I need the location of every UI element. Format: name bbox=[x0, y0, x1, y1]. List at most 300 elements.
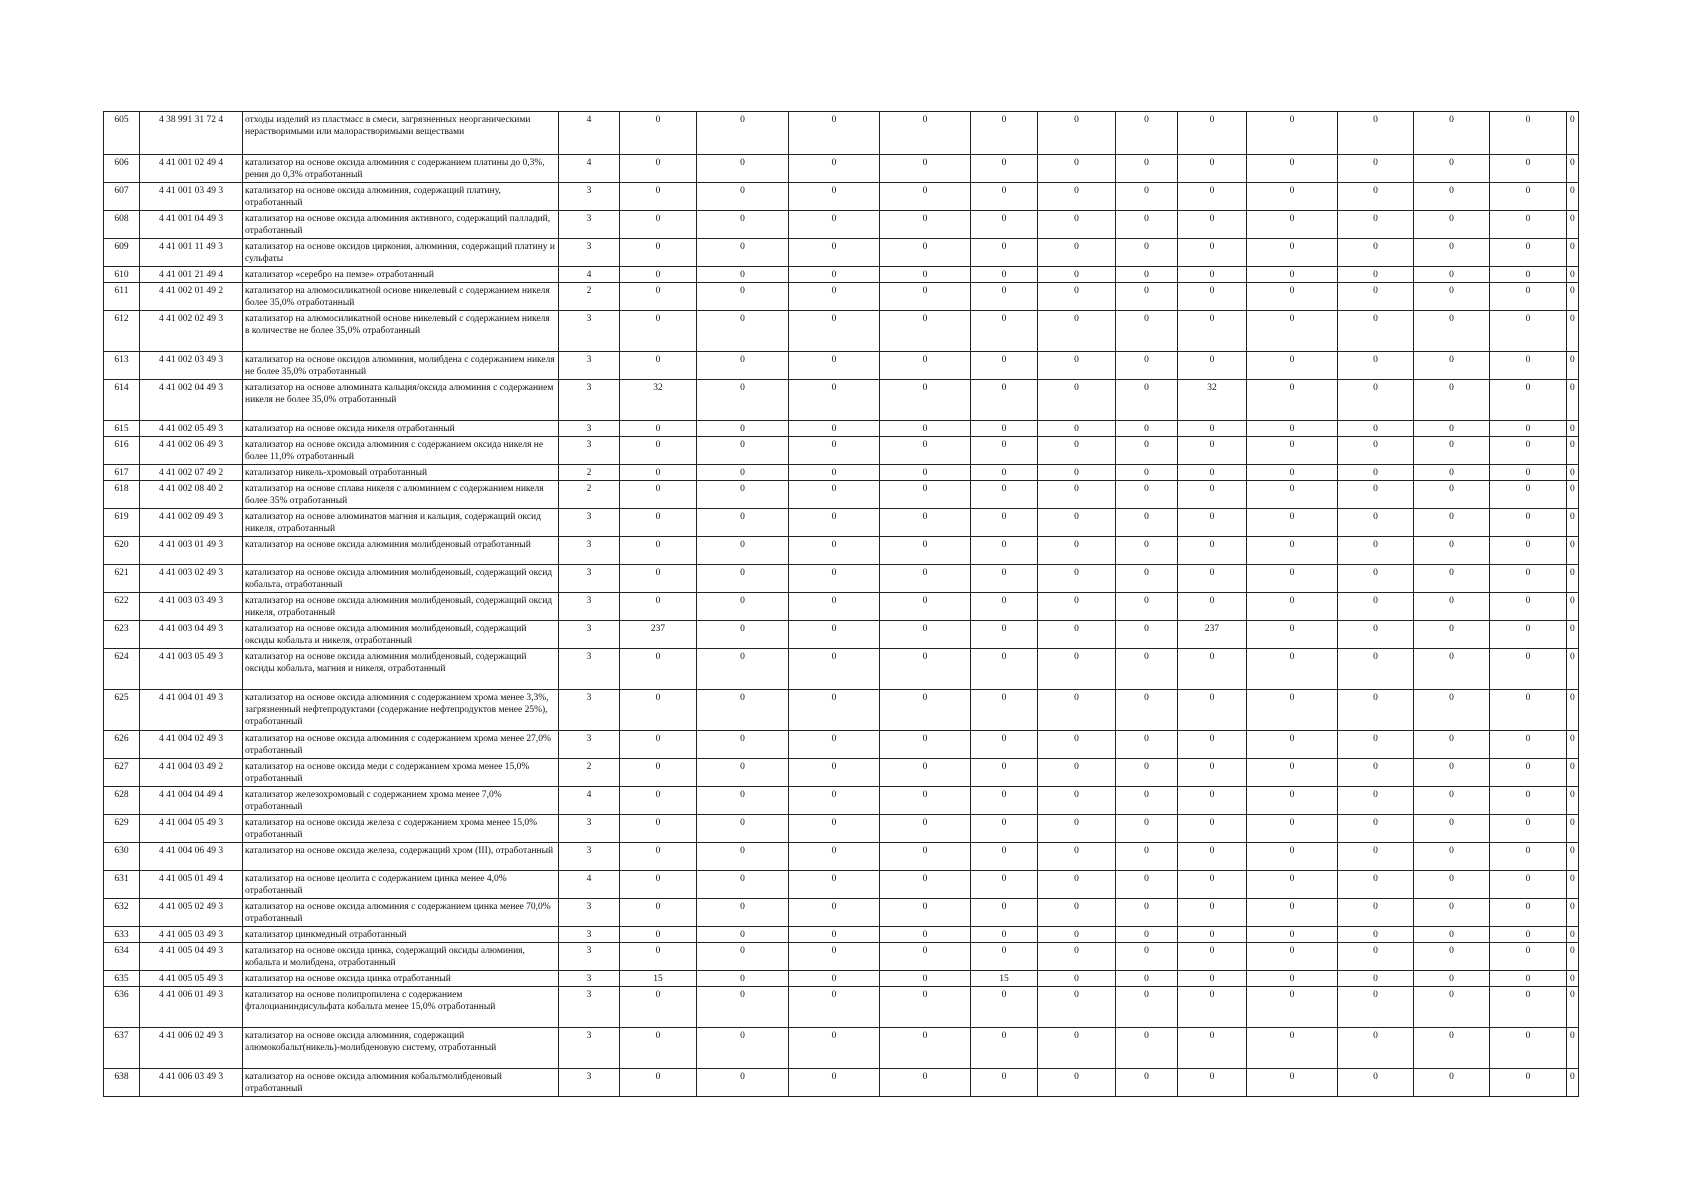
value-cell: 0 bbox=[1038, 943, 1116, 971]
waste-name-cell: катализатор на основе оксидов алюминия, молибдена с содержанием никеля не более 35,0% отработанный bbox=[243, 352, 559, 380]
value-cell: 0 bbox=[1490, 871, 1567, 899]
value-cell: 0 bbox=[971, 759, 1038, 787]
hazard-class-cell: 3 bbox=[559, 899, 620, 927]
value-cell: 0 bbox=[880, 971, 971, 987]
value-cell: 0 bbox=[789, 971, 880, 987]
value-cell: 0 bbox=[1038, 211, 1116, 239]
waste-code-cell: 4 41 003 05 49 3 bbox=[140, 649, 243, 690]
value-cell: 0 bbox=[880, 311, 971, 352]
value-cell: 0 bbox=[697, 787, 789, 815]
value-cell: 0 bbox=[1338, 987, 1414, 1028]
value-cell: 0 bbox=[1567, 815, 1579, 843]
waste-name-cell: катализатор на алюмосиликатной основе никелевый с содержанием никеля в количестве не более 35,0% отработанный bbox=[243, 311, 559, 352]
row-number-cell: 609 bbox=[104, 239, 140, 267]
value-cell: 0 bbox=[1038, 537, 1116, 565]
value-cell: 0 bbox=[1338, 899, 1414, 927]
value-cell: 0 bbox=[880, 283, 971, 311]
value-cell: 0 bbox=[1567, 927, 1579, 943]
value-cell: 237 bbox=[1178, 621, 1247, 649]
value-cell: 0 bbox=[1414, 211, 1490, 239]
waste-code-cell: 4 41 006 02 49 3 bbox=[140, 1028, 243, 1069]
value-cell: 0 bbox=[789, 437, 880, 465]
value-cell: 0 bbox=[1116, 537, 1178, 565]
value-cell: 0 bbox=[697, 690, 789, 731]
value-cell: 0 bbox=[971, 283, 1038, 311]
table-row bbox=[104, 437, 1579, 465]
waste-code-cell: 4 41 003 01 49 3 bbox=[140, 537, 243, 565]
value-cell: 0 bbox=[971, 927, 1038, 943]
waste-name-cell: катализатор на основе цеолита с содержанием цинка менее 4,0% отработанный bbox=[243, 871, 559, 899]
value-cell: 0 bbox=[971, 593, 1038, 621]
value-cell: 0 bbox=[1038, 155, 1116, 183]
value-cell: 0 bbox=[1567, 437, 1579, 465]
value-cell: 0 bbox=[1490, 899, 1567, 927]
hazard-class-cell: 2 bbox=[559, 465, 620, 481]
value-cell: 0 bbox=[697, 843, 789, 871]
value-cell: 0 bbox=[1414, 787, 1490, 815]
value-cell: 0 bbox=[1116, 509, 1178, 537]
value-cell: 0 bbox=[1490, 565, 1567, 593]
value-cell: 0 bbox=[789, 731, 880, 759]
value-cell: 0 bbox=[789, 421, 880, 437]
value-cell: 0 bbox=[880, 649, 971, 690]
row-number-cell: 635 bbox=[104, 971, 140, 987]
value-cell: 0 bbox=[971, 1028, 1038, 1069]
value-cell: 0 bbox=[1038, 787, 1116, 815]
value-cell: 0 bbox=[1178, 155, 1247, 183]
value-cell: 0 bbox=[789, 871, 880, 899]
value-cell: 0 bbox=[789, 283, 880, 311]
value-cell: 0 bbox=[1178, 987, 1247, 1028]
value-cell: 0 bbox=[697, 593, 789, 621]
table-row bbox=[104, 283, 1579, 311]
value-cell: 0 bbox=[1247, 759, 1338, 787]
table-row bbox=[104, 421, 1579, 437]
value-cell: 0 bbox=[620, 843, 697, 871]
row-number-cell: 617 bbox=[104, 465, 140, 481]
value-cell: 0 bbox=[1338, 787, 1414, 815]
hazard-class-cell: 3 bbox=[559, 1069, 620, 1097]
value-cell: 0 bbox=[1414, 465, 1490, 481]
value-cell: 0 bbox=[880, 731, 971, 759]
value-cell: 0 bbox=[789, 843, 880, 871]
value-cell: 0 bbox=[1490, 437, 1567, 465]
row-number-cell: 633 bbox=[104, 927, 140, 943]
value-cell: 0 bbox=[1490, 971, 1567, 987]
value-cell: 15 bbox=[620, 971, 697, 987]
row-number-cell: 613 bbox=[104, 352, 140, 380]
value-cell: 0 bbox=[1414, 437, 1490, 465]
value-cell: 0 bbox=[1490, 987, 1567, 1028]
value-cell: 0 bbox=[789, 465, 880, 481]
row-number-cell: 637 bbox=[104, 1028, 140, 1069]
waste-code-cell: 4 41 002 05 49 3 bbox=[140, 421, 243, 437]
table-row bbox=[104, 871, 1579, 899]
value-cell: 0 bbox=[1116, 649, 1178, 690]
value-cell: 0 bbox=[1038, 465, 1116, 481]
value-cell: 0 bbox=[789, 380, 880, 421]
waste-code-cell: 4 41 001 21 49 4 bbox=[140, 267, 243, 283]
value-cell: 0 bbox=[1338, 565, 1414, 593]
waste-name-cell: катализатор на основе оксида железа, содержащий хром (III), отработанный bbox=[243, 843, 559, 871]
value-cell: 0 bbox=[1490, 380, 1567, 421]
value-cell: 0 bbox=[620, 239, 697, 267]
value-cell: 0 bbox=[697, 437, 789, 465]
value-cell: 0 bbox=[1567, 421, 1579, 437]
value-cell: 0 bbox=[1338, 1069, 1414, 1097]
row-number-cell: 621 bbox=[104, 565, 140, 593]
value-cell: 0 bbox=[1338, 843, 1414, 871]
value-cell: 0 bbox=[1247, 871, 1338, 899]
value-cell: 0 bbox=[789, 155, 880, 183]
hazard-class-cell: 3 bbox=[559, 380, 620, 421]
value-cell: 0 bbox=[1414, 843, 1490, 871]
row-number-cell: 619 bbox=[104, 509, 140, 537]
value-cell: 0 bbox=[1038, 871, 1116, 899]
table-body bbox=[104, 112, 1579, 1097]
value-cell: 0 bbox=[1038, 112, 1116, 155]
value-cell: 0 bbox=[1490, 843, 1567, 871]
value-cell: 0 bbox=[971, 437, 1038, 465]
value-cell: 0 bbox=[1567, 787, 1579, 815]
value-cell: 0 bbox=[1116, 943, 1178, 971]
value-cell: 0 bbox=[1116, 183, 1178, 211]
value-cell: 0 bbox=[789, 509, 880, 537]
value-cell: 0 bbox=[880, 871, 971, 899]
hazard-class-cell: 2 bbox=[559, 759, 620, 787]
value-cell: 32 bbox=[620, 380, 697, 421]
value-cell: 0 bbox=[1247, 380, 1338, 421]
value-cell: 0 bbox=[1414, 421, 1490, 437]
table-row bbox=[104, 815, 1579, 843]
waste-name-cell: катализатор на основе оксида алюминия с содержанием хрома менее 3,3%, загрязненный нефтепродуктами (содержание нефтепродуктов менее 25%), отработанный bbox=[243, 690, 559, 731]
value-cell: 0 bbox=[1116, 731, 1178, 759]
value-cell: 0 bbox=[1567, 1069, 1579, 1097]
hazard-class-cell: 3 bbox=[559, 311, 620, 352]
table-row bbox=[104, 267, 1579, 283]
value-cell: 0 bbox=[1247, 112, 1338, 155]
value-cell: 0 bbox=[789, 183, 880, 211]
value-cell: 0 bbox=[880, 211, 971, 239]
value-cell: 0 bbox=[1116, 352, 1178, 380]
table-row bbox=[104, 509, 1579, 537]
value-cell: 0 bbox=[1178, 509, 1247, 537]
hazard-class-cell: 3 bbox=[559, 690, 620, 731]
value-cell: 0 bbox=[1038, 843, 1116, 871]
value-cell: 0 bbox=[789, 759, 880, 787]
hazard-class-cell: 3 bbox=[559, 649, 620, 690]
value-cell: 0 bbox=[1414, 183, 1490, 211]
value-cell: 0 bbox=[1414, 565, 1490, 593]
hazard-class-cell: 4 bbox=[559, 267, 620, 283]
value-cell: 0 bbox=[1338, 481, 1414, 509]
value-cell: 0 bbox=[1567, 943, 1579, 971]
row-number-cell: 627 bbox=[104, 759, 140, 787]
waste-name-cell: катализатор на основе оксида алюминия кобальтмолибденовый отработанный bbox=[243, 1069, 559, 1097]
value-cell: 0 bbox=[1178, 759, 1247, 787]
value-cell: 0 bbox=[1247, 943, 1338, 971]
value-cell: 0 bbox=[1178, 239, 1247, 267]
value-cell: 0 bbox=[1490, 211, 1567, 239]
value-cell: 0 bbox=[1414, 943, 1490, 971]
value-cell: 0 bbox=[1116, 112, 1178, 155]
value-cell: 0 bbox=[1490, 267, 1567, 283]
value-cell: 0 bbox=[971, 311, 1038, 352]
value-cell: 0 bbox=[880, 155, 971, 183]
value-cell: 0 bbox=[971, 267, 1038, 283]
value-cell: 0 bbox=[1338, 155, 1414, 183]
value-cell: 0 bbox=[1247, 927, 1338, 943]
table-row bbox=[104, 112, 1579, 155]
table-row bbox=[104, 481, 1579, 509]
value-cell: 0 bbox=[1338, 311, 1414, 352]
waste-code-cell: 4 41 001 04 49 3 bbox=[140, 211, 243, 239]
value-cell: 0 bbox=[1247, 239, 1338, 267]
value-cell: 0 bbox=[1567, 1028, 1579, 1069]
value-cell: 0 bbox=[1414, 311, 1490, 352]
value-cell: 0 bbox=[1567, 759, 1579, 787]
value-cell: 0 bbox=[1490, 593, 1567, 621]
waste-code-cell: 4 41 002 03 49 3 bbox=[140, 352, 243, 380]
value-cell: 0 bbox=[1178, 927, 1247, 943]
waste-name-cell: катализатор на основе полипропилена с содержанием фталоцианиндисульфата кобальта менее 15,0% отработанный bbox=[243, 987, 559, 1028]
row-number-cell: 630 bbox=[104, 843, 140, 871]
waste-code-cell: 4 41 004 02 49 3 bbox=[140, 731, 243, 759]
value-cell: 0 bbox=[789, 239, 880, 267]
value-cell: 0 bbox=[880, 943, 971, 971]
value-cell: 0 bbox=[880, 380, 971, 421]
table-row bbox=[104, 380, 1579, 421]
value-cell: 0 bbox=[1116, 899, 1178, 927]
value-cell: 0 bbox=[1567, 380, 1579, 421]
waste-name-cell: катализатор на основе оксида никеля отработанный bbox=[243, 421, 559, 437]
table-row bbox=[104, 899, 1579, 927]
value-cell: 0 bbox=[1338, 509, 1414, 537]
value-cell: 0 bbox=[620, 731, 697, 759]
value-cell: 0 bbox=[880, 239, 971, 267]
value-cell: 0 bbox=[697, 183, 789, 211]
row-number-cell: 636 bbox=[104, 987, 140, 1028]
value-cell: 0 bbox=[1178, 871, 1247, 899]
value-cell: 0 bbox=[1490, 155, 1567, 183]
value-cell: 0 bbox=[971, 465, 1038, 481]
table-row bbox=[104, 787, 1579, 815]
value-cell: 0 bbox=[697, 481, 789, 509]
row-number-cell: 632 bbox=[104, 899, 140, 927]
table-row bbox=[104, 593, 1579, 621]
value-cell: 0 bbox=[1338, 815, 1414, 843]
value-cell: 0 bbox=[697, 731, 789, 759]
row-number-cell: 624 bbox=[104, 649, 140, 690]
waste-code-cell: 4 41 005 04 49 3 bbox=[140, 943, 243, 971]
value-cell: 0 bbox=[880, 787, 971, 815]
value-cell: 0 bbox=[1414, 621, 1490, 649]
value-cell: 0 bbox=[1567, 481, 1579, 509]
value-cell: 0 bbox=[1116, 690, 1178, 731]
waste-name-cell: катализатор на основе оксида алюминия молибденовый, содержащий оксиды кобальта и никеля, отработанный bbox=[243, 621, 559, 649]
value-cell: 0 bbox=[1116, 465, 1178, 481]
value-cell: 0 bbox=[697, 380, 789, 421]
value-cell: 0 bbox=[1338, 1028, 1414, 1069]
waste-name-cell: катализатор на основе алюмината кальция/оксида алюминия с содержанием никеля не более 35,0% отработанный bbox=[243, 380, 559, 421]
value-cell: 0 bbox=[1178, 943, 1247, 971]
value-cell: 0 bbox=[1038, 621, 1116, 649]
value-cell: 0 bbox=[1178, 815, 1247, 843]
waste-code-cell: 4 41 006 01 49 3 bbox=[140, 987, 243, 1028]
value-cell: 0 bbox=[971, 537, 1038, 565]
value-cell: 0 bbox=[1178, 183, 1247, 211]
value-cell: 0 bbox=[1567, 537, 1579, 565]
value-cell: 0 bbox=[620, 759, 697, 787]
value-cell: 0 bbox=[971, 112, 1038, 155]
value-cell: 0 bbox=[620, 593, 697, 621]
value-cell: 0 bbox=[1490, 311, 1567, 352]
value-cell: 0 bbox=[1116, 787, 1178, 815]
value-cell: 0 bbox=[1567, 112, 1579, 155]
value-cell: 0 bbox=[1414, 759, 1490, 787]
value-cell: 0 bbox=[1116, 871, 1178, 899]
waste-name-cell: катализатор на основе оксида алюминия с содержанием хрома менее 27,0% отработанный bbox=[243, 731, 559, 759]
value-cell: 0 bbox=[1247, 283, 1338, 311]
table-row bbox=[104, 943, 1579, 971]
value-cell: 0 bbox=[1247, 537, 1338, 565]
value-cell: 0 bbox=[1247, 421, 1338, 437]
value-cell: 0 bbox=[1038, 380, 1116, 421]
value-cell: 0 bbox=[1178, 1028, 1247, 1069]
value-cell: 0 bbox=[971, 183, 1038, 211]
value-cell: 0 bbox=[1247, 267, 1338, 283]
hazard-class-cell: 3 bbox=[559, 239, 620, 267]
hazard-class-cell: 3 bbox=[559, 1028, 620, 1069]
value-cell: 0 bbox=[1490, 283, 1567, 311]
value-cell: 0 bbox=[971, 649, 1038, 690]
value-cell: 0 bbox=[620, 565, 697, 593]
value-cell: 0 bbox=[1247, 987, 1338, 1028]
value-cell: 0 bbox=[697, 759, 789, 787]
value-cell: 0 bbox=[620, 283, 697, 311]
waste-name-cell: катализатор на основе оксида алюминия молибденовый, содержащий оксид кобальта, отработанный bbox=[243, 565, 559, 593]
value-cell: 0 bbox=[880, 621, 971, 649]
hazard-class-cell: 3 bbox=[559, 593, 620, 621]
table-row bbox=[104, 1028, 1579, 1069]
value-cell: 0 bbox=[789, 311, 880, 352]
value-cell: 0 bbox=[620, 787, 697, 815]
value-cell: 0 bbox=[697, 1028, 789, 1069]
waste-code-cell: 4 38 991 31 72 4 bbox=[140, 112, 243, 155]
value-cell: 0 bbox=[1116, 1028, 1178, 1069]
value-cell: 0 bbox=[620, 155, 697, 183]
value-cell: 0 bbox=[1338, 621, 1414, 649]
hazard-class-cell: 3 bbox=[559, 565, 620, 593]
value-cell: 0 bbox=[1338, 537, 1414, 565]
table-row bbox=[104, 211, 1579, 239]
value-cell: 0 bbox=[1414, 987, 1490, 1028]
waste-code-cell: 4 41 005 05 49 3 bbox=[140, 971, 243, 987]
value-cell: 0 bbox=[620, 311, 697, 352]
value-cell: 0 bbox=[1178, 899, 1247, 927]
value-cell: 0 bbox=[697, 239, 789, 267]
hazard-class-cell: 2 bbox=[559, 481, 620, 509]
value-cell: 0 bbox=[971, 690, 1038, 731]
value-cell: 0 bbox=[1178, 211, 1247, 239]
value-cell: 0 bbox=[1038, 267, 1116, 283]
value-cell: 0 bbox=[1490, 112, 1567, 155]
hazard-class-cell: 4 bbox=[559, 155, 620, 183]
value-cell: 0 bbox=[697, 283, 789, 311]
value-cell: 0 bbox=[1247, 155, 1338, 183]
waste-code-cell: 4 41 001 02 49 4 bbox=[140, 155, 243, 183]
value-cell: 0 bbox=[1414, 1069, 1490, 1097]
value-cell: 0 bbox=[1567, 283, 1579, 311]
value-cell: 0 bbox=[1038, 352, 1116, 380]
value-cell: 0 bbox=[1338, 183, 1414, 211]
value-cell: 0 bbox=[620, 183, 697, 211]
value-cell: 0 bbox=[971, 509, 1038, 537]
table-row bbox=[104, 352, 1579, 380]
value-cell: 0 bbox=[697, 927, 789, 943]
value-cell: 0 bbox=[1338, 927, 1414, 943]
value-cell: 0 bbox=[1038, 1069, 1116, 1097]
value-cell: 0 bbox=[1038, 239, 1116, 267]
value-cell: 0 bbox=[971, 987, 1038, 1028]
value-cell: 0 bbox=[1490, 1069, 1567, 1097]
row-number-cell: 618 bbox=[104, 481, 140, 509]
value-cell: 0 bbox=[1178, 465, 1247, 481]
value-cell: 0 bbox=[697, 871, 789, 899]
value-cell: 0 bbox=[1490, 421, 1567, 437]
waste-code-cell: 4 41 005 02 49 3 bbox=[140, 899, 243, 927]
row-number-cell: 623 bbox=[104, 621, 140, 649]
hazard-class-cell: 3 bbox=[559, 537, 620, 565]
value-cell: 0 bbox=[1567, 731, 1579, 759]
value-cell: 0 bbox=[1414, 927, 1490, 943]
value-cell: 0 bbox=[1178, 690, 1247, 731]
row-number-cell: 614 bbox=[104, 380, 140, 421]
value-cell: 0 bbox=[1338, 593, 1414, 621]
value-cell: 0 bbox=[880, 183, 971, 211]
value-cell: 0 bbox=[697, 509, 789, 537]
value-cell: 0 bbox=[620, 211, 697, 239]
value-cell: 0 bbox=[1116, 759, 1178, 787]
value-cell: 0 bbox=[1567, 183, 1579, 211]
value-cell: 0 bbox=[1178, 267, 1247, 283]
value-cell: 0 bbox=[1038, 421, 1116, 437]
value-cell: 0 bbox=[1567, 899, 1579, 927]
value-cell: 0 bbox=[620, 509, 697, 537]
value-cell: 0 bbox=[620, 899, 697, 927]
value-cell: 0 bbox=[1116, 211, 1178, 239]
table-row bbox=[104, 239, 1579, 267]
value-cell: 0 bbox=[1490, 239, 1567, 267]
value-cell: 0 bbox=[1116, 987, 1178, 1028]
row-number-cell: 606 bbox=[104, 155, 140, 183]
value-cell: 0 bbox=[1247, 352, 1338, 380]
value-cell: 0 bbox=[1247, 649, 1338, 690]
value-cell: 0 bbox=[880, 593, 971, 621]
value-cell: 0 bbox=[880, 815, 971, 843]
table-row bbox=[104, 311, 1579, 352]
value-cell: 0 bbox=[697, 421, 789, 437]
value-cell: 0 bbox=[1414, 155, 1490, 183]
value-cell: 0 bbox=[1490, 509, 1567, 537]
value-cell: 0 bbox=[1178, 787, 1247, 815]
value-cell: 0 bbox=[971, 421, 1038, 437]
value-cell: 0 bbox=[1490, 943, 1567, 971]
value-cell: 0 bbox=[1116, 1069, 1178, 1097]
value-cell: 0 bbox=[620, 943, 697, 971]
value-cell: 0 bbox=[1338, 211, 1414, 239]
value-cell: 0 bbox=[1116, 621, 1178, 649]
